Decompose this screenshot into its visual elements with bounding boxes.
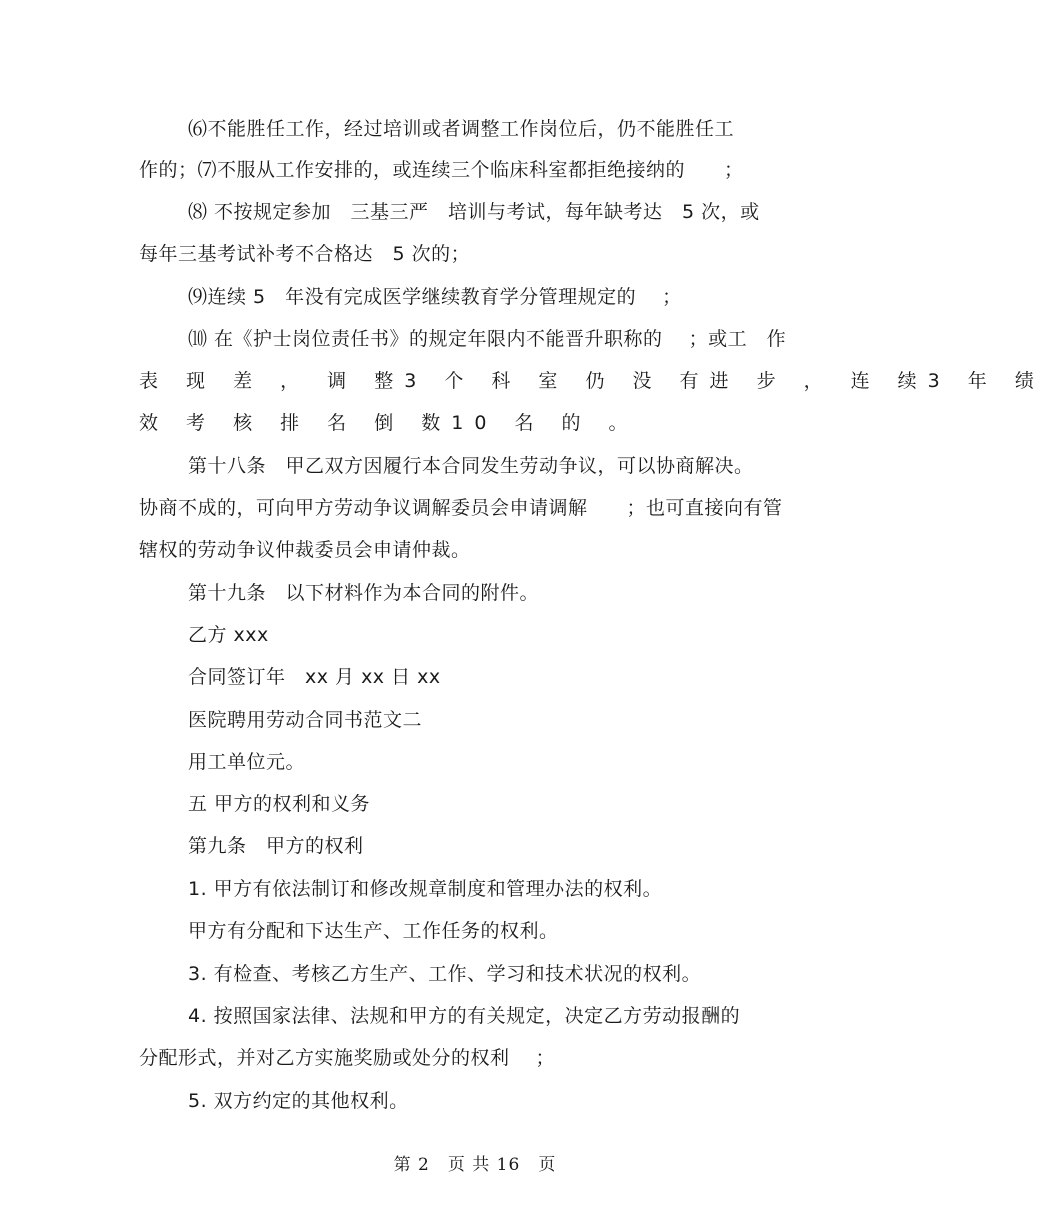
document-title: 医院聘用劳动合同书范文二 <box>188 709 423 731</box>
paragraph-line: 乙方 xxx <box>188 624 269 646</box>
section-heading: 第九条 甲方的权利 <box>188 835 364 857</box>
section-heading: 第十九条 以下材料作为本合同的附件。 <box>188 582 540 604</box>
paragraph-line: ⑻ 不按规定参加 三基三严 培训与考试，每年缺考达 5 次，或 <box>188 201 760 223</box>
list-item: 3. 有检查、考核乙方生产、工作、学习和技术状况的权利。 <box>188 963 702 985</box>
paragraph-line: 用工单位元。 <box>188 751 306 773</box>
paragraph-line: ⑼连续 5 年没有完成医学继续教育学分管理规定的 ； <box>188 286 682 308</box>
list-item-continuation: 分配形式，并对乙方实施奖励或处分的权利 ； <box>139 1047 556 1069</box>
paragraph-line: 表 现 差 ， 调 整3 个 科 室 仍 没 有进 步 ， 连 续3 年 绩 <box>139 370 1045 392</box>
page-footer: 第 2 页 共 16 页 <box>393 1155 557 1175</box>
paragraph-line: 辖权的劳动争议仲裁委员会申请仲裁。 <box>139 539 471 561</box>
paragraph-line: 每年三基考试补考不合格达 5 次的； <box>139 243 471 265</box>
paragraph-line: 第十八条 甲乙双方因履行本合同发生劳动争议，可以协商解决。 <box>188 455 754 477</box>
list-item: 1. 甲方有依法制订和修改规章制度和管理办法的权利。 <box>188 878 663 900</box>
list-item: 甲方有分配和下达生产、工作任务的权利。 <box>188 920 559 942</box>
section-heading: 五 甲方的权利和义务 <box>188 793 371 815</box>
paragraph-line: 合同签订年 xx 月 xx 日 xx <box>188 666 441 688</box>
list-item: 4. 按照国家法律、法规和甲方的有关规定，决定乙方劳动报酬的 <box>188 1005 741 1027</box>
paragraph-line: ⑽ 在《护士岗位责任书》的规定年限内不能晋升职称的 ；或工 作 <box>188 328 787 350</box>
paragraph-line: 作的；⑺不服从工作安排的，或连续三个临床科室都拒绝接纳的 ； <box>139 159 744 181</box>
list-item: 5. 双方约定的其他权利。 <box>188 1090 409 1112</box>
paragraph-line: 协商不成的，可向甲方劳动争议调解委员会申请调解 ；也可直接向有管 <box>139 497 783 519</box>
paragraph-line: ⑹不能胜任工作，经过培训或者调整工作岗位后，仍不能胜任工 <box>188 118 735 140</box>
paragraph-line: 效 考 核 排 名 倒 数10 名 的 。 <box>139 412 639 434</box>
